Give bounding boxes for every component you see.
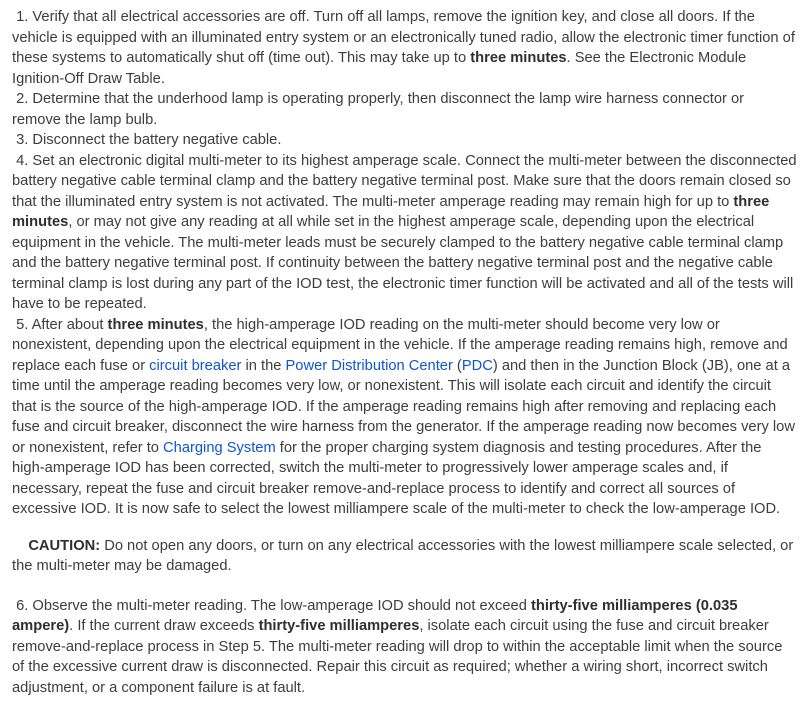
bold-text: thirty-five milliamperes (0.035 ampere) — [12, 597, 738, 634]
bold-text: three minutes — [12, 193, 770, 230]
pdc-link[interactable]: PDC — [461, 357, 493, 374]
text-run: in the — [241, 357, 286, 374]
bold-text: three minutes — [470, 50, 567, 66]
text-run: 1. Verify that all electrical accessories are off. Turn off all lamps, remove the ignition key, and close all doors. If the vehicle is equipped with an illuminated entry system or an electronically tuned radio, allow the electronic timer function of these systems to automatically shut off (time out). This may take up to — [12, 9, 795, 66]
text-run: , or may not give any reading at all while set in the highest amperage scale, depending upon the electrical equipment in the vehicle. The multi-meter leads must be securely clamped to the battery negative cable terminal clamp and the battery negative terminal post. If continuity between the battery negative terminal post and the negative cable terminal clamp is lost during any part of the IOD test, the electronic timer function will be activated and all of the tests will have to be repeated. — [12, 214, 794, 312]
circuit-breaker-link[interactable]: circuit breaker — [149, 357, 242, 374]
text-run: 6. Observe the multi-meter reading. The low-amperage IOD should not exceed — [12, 597, 531, 614]
step-4-paragraph — [12, 151, 797, 315]
step-1-paragraph — [12, 7, 797, 89]
text-run: 3. Disconnect the battery negative cable. — [12, 132, 282, 148]
text-run: Do not open any doors, or turn on any electrical accessories with the lowest milliampere scale selected, or the multi-meter may be damaged. — [12, 537, 794, 574]
text-run: 4. Set an electronic digital multi-meter to its highest amperage scale. Connect the multi-meter between the disconnected battery negative cable terminal clamp and the battery negative terminal post. Make sure that the doors remain closed so that the illuminated entry system is not activated. The multi-meter amperage reading may remain high for up to — [12, 152, 797, 210]
step-3-paragraph — [12, 130, 797, 151]
text-run — [12, 538, 28, 554]
text-run: ) and then in the Junction Block (JB), one at a time until the amperage reading becomes very low, or nonexistent. This will isolate each circuit and identify the circuit that is the source of the high-amperage IOD. If the amperage reading remains high after removing and replacing each fuse and circuit breaker, disconnect the wire harness from the generator. If the amperage reading now becomes very low or nonexistent, refer to — [12, 357, 795, 456]
text-run: 5. After about — [12, 316, 108, 333]
text-run: for the proper charging system diagnosis and testing procedures. After the high-amperage IOD has been corrected, switch the multi-meter to progressively lower amperage scales and, if necessary, repeat the fuse and circuit breaker remove-and-replace process to identify and correct all sources of excessive IOD. It is now safe to select the lowest milliampere scale of the multi-meter to check the low-amperage IOD. — [12, 439, 781, 517]
text-run: , isolate each circuit using the fuse and circuit breaker remove-and-replace process in Step 5. The multi-meter reading will drop to within the acceptable limit when the source of the excessive current draw is disconnected. Repair this circuit as required; whether a wiring short, incorrect switch adjustment, or a component failure is at fault. — [12, 618, 783, 696]
text-run: 2. Determine that the underhood lamp is operating properly, then disconnect the lamp wire harness connector or remove the lamp bulb. — [12, 91, 745, 128]
step-5-paragraph — [12, 315, 797, 520]
caution-label: CAUTION: — [28, 537, 101, 554]
text-run: . See the Electronic Module Ignition-Off Draw Table. — [12, 50, 747, 87]
text-run: , the high-amperage IOD reading on the multi-meter should become very low or nonexistent, depending upon the electrical equipment in the vehicle. If the amperage reading remains high, remove and replace each fuse or — [12, 316, 788, 374]
text-run: . If the current draw exceeds — [69, 618, 259, 634]
step-2-paragraph — [12, 89, 797, 130]
power-distribution-center-link[interactable]: Power Distribution Center — [285, 357, 453, 374]
caution-paragraph — [12, 536, 797, 577]
text-run: ( — [452, 357, 462, 374]
bold-text: thirty-five milliamperes — [258, 618, 420, 634]
charging-system-link[interactable]: Charging System — [163, 439, 276, 456]
bold-text: three minutes — [107, 316, 204, 333]
step-6-paragraph — [12, 596, 797, 699]
